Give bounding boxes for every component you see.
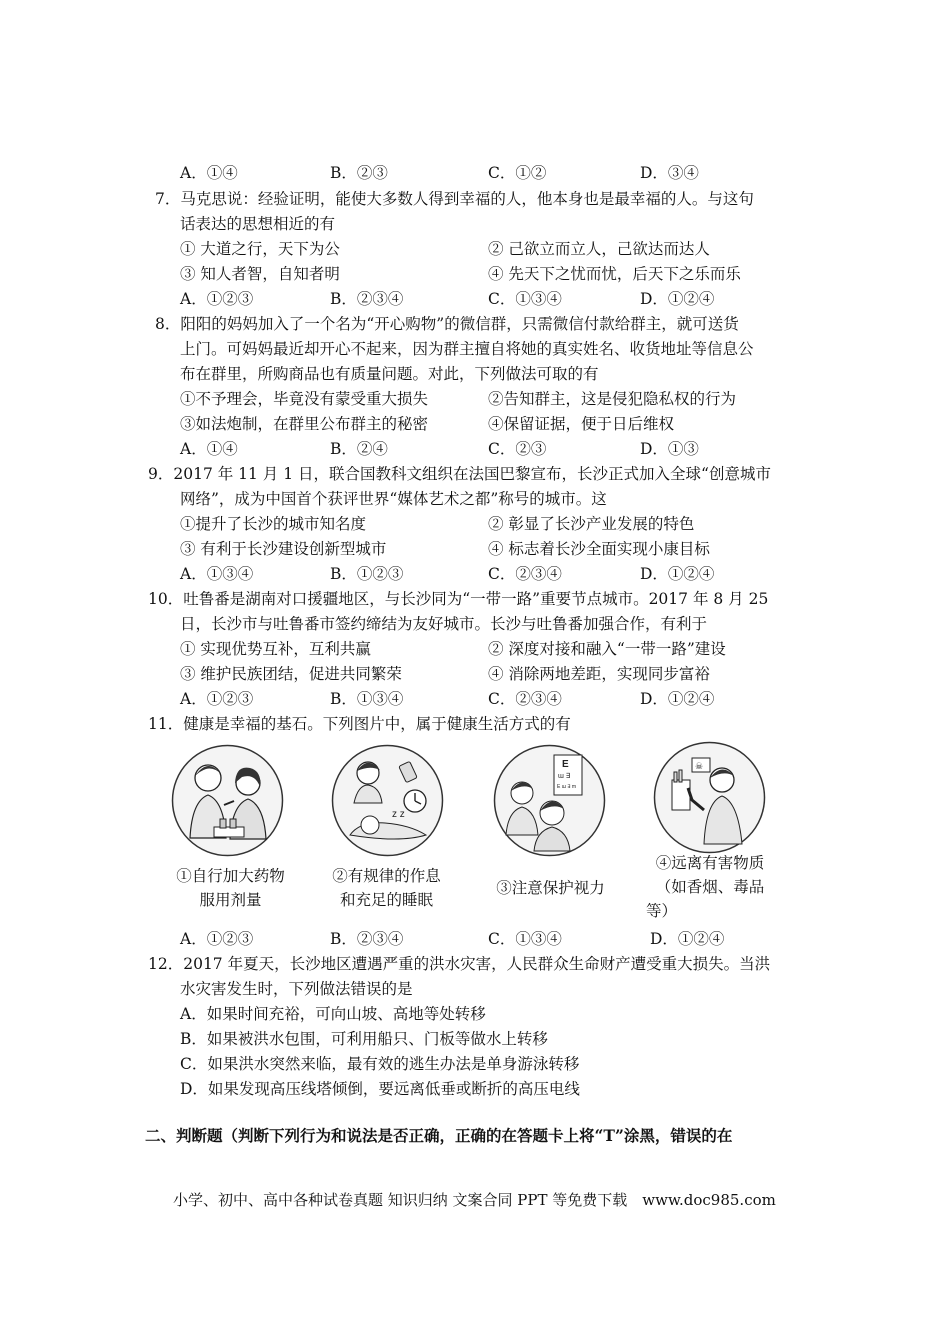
q7-item-1: ① 大道之行，天下为公 — [180, 240, 340, 258]
picture-eye-protection — [492, 743, 607, 858]
q7-item-4: ④ 先天下之忧而忧，后天下之乐而乐 — [488, 265, 741, 283]
svg-text:E: E — [562, 759, 569, 770]
section-2-heading: 二、判断题（判断下列行为和说法是否正确，正确的在答题卡上将“T”涂黑，错误的在 — [145, 1126, 733, 1145]
q8-stem-line-3: 布在群里，所购商品也有质量问题。对此，下列做法可取的有 — [180, 365, 599, 383]
picture-4-caption-line-1: ④远离有害物质 — [655, 854, 765, 872]
q6-option-c: C．①② — [488, 164, 547, 182]
picture-3-caption-line-1: ③注意保护视力 — [496, 879, 605, 897]
q9-item-3: ③ 有利于长沙建设创新型城市 — [180, 540, 387, 558]
q9-stem-line-2: 网络”，成为中国首个获评世界“媒体艺术之都”称号的城市。这 — [180, 490, 607, 508]
q9-option-a: A．①③④ — [180, 565, 254, 583]
picture-2-caption-line-2: 和充足的睡眠 — [339, 891, 433, 909]
picture-1-caption-line-2: 服用剂量 — [199, 891, 262, 909]
q12-stem-line-1: 12．2017 年夏天，长沙地区遭遇严重的洪水灾害，人民群众生命财产遭受重大损失。当洪 — [148, 955, 771, 973]
q8-stem-line-2: 上门。可妈妈最近却开心不起来，因为群主擅自将她的真实姓名、收货地址等信息公 — [180, 340, 754, 358]
q10-option-a: A．①②③ — [180, 690, 254, 708]
svg-text:z z: z z — [392, 809, 405, 820]
q7-item-3: ③ 知人者智，自知者明 — [180, 265, 340, 283]
q10-stem-line-2: 日，长沙市与吐鲁番市签约缔结为友好城市。长沙与吐鲁番加强合作，有利于 — [180, 615, 708, 633]
picture-2-caption-line-1: ②有规律的作息 — [332, 867, 441, 885]
q10-stem-line-1: 10．吐鲁番是湖南对口援疆地区，与长沙同为“一带一路”重要节点城市。2017 年 8 月 25 — [148, 590, 769, 608]
q10-item-3: ③ 维护民族团结，促进共同繁荣 — [180, 665, 402, 683]
picture-medicine-dosage — [170, 743, 285, 858]
q7-stem-line-1: 7．马克思说：经验证明，能使大多数人得到幸福的人，他本身也是最幸福的人。与这句 — [155, 190, 754, 208]
q12-option-c: C．如果洪水突然来临，最有效的逃生办法是单身游泳转移 — [180, 1055, 580, 1073]
q12-option-d: D．如果发现高压线塔倾倒，要远离低垂或断折的高压电线 — [180, 1080, 580, 1098]
q9-item-2: ② 彰显了长沙产业发展的特色 — [488, 515, 695, 533]
q8-option-b: B．②④ — [330, 440, 388, 458]
q6-option-b: B．②③ — [330, 164, 388, 182]
picture-1-caption-line-1: ①自行加大药物 — [176, 867, 285, 885]
q9-option-d: D．①②④ — [640, 565, 715, 583]
picture-2-caption — [324, 864, 449, 912]
svg-text:ɯ ∃: ɯ ∃ — [558, 773, 571, 780]
q8-item-1: ①不予理会，毕竟没有蒙受重大损失 — [180, 390, 429, 408]
q11-option-c: C．①③④ — [488, 930, 562, 948]
q12-option-b: B．如果被洪水包围，可利用船只、门板等做水上转移 — [180, 1030, 548, 1048]
q9-option-b: B．①②③ — [330, 565, 404, 583]
q10-item-4: ④ 消除两地差距，实现同步富裕 — [488, 665, 710, 683]
q8-item-2: ②告知群主，这是侵犯隐私权的行为 — [488, 390, 737, 408]
q7-option-c: C．①③④ — [488, 290, 562, 308]
q8-item-3: ③如法炮制，在群里公布群主的秘密 — [180, 415, 429, 433]
q6-option-d: D．③④ — [640, 164, 699, 182]
q7-option-b: B．②③④ — [330, 290, 404, 308]
q7-stem-line-2: 话表达的思想相近的有 — [180, 215, 336, 233]
picture-4-caption-line-2: （如香烟、毒品 — [655, 878, 765, 896]
q11-option-a: A．①②③ — [180, 930, 254, 948]
q11-option-b: B．②③④ — [330, 930, 404, 948]
q8-option-a: A．①④ — [180, 440, 238, 458]
q7-option-a: A．①②③ — [180, 290, 254, 308]
picture-3-caption — [488, 876, 613, 900]
svg-text:E ɯ ∃ m: E ɯ ∃ m — [557, 784, 576, 790]
q9-option-c: C．②③④ — [488, 565, 562, 583]
q10-option-b: B．①③④ — [330, 690, 404, 708]
picture-4-caption-line-3: 等） — [646, 902, 678, 920]
q7-option-d: D．①②④ — [640, 290, 715, 308]
q6-option-a: A．①④ — [180, 164, 238, 182]
q12-option-a: A．如果时间充裕，可向山坡、高地等处转移 — [180, 1005, 486, 1023]
picture-avoid-harmful-substances — [652, 740, 767, 855]
q9-stem-line-1: 9．2017 年 11 月 1 日，联合国教科文组织在法国巴黎宣布，长沙正式加入全球“创意城市 — [148, 465, 771, 483]
svg-text:☠: ☠ — [695, 762, 704, 772]
q10-option-d: D．①②④ — [640, 690, 715, 708]
picture-1-caption — [168, 864, 293, 912]
picture-regular-sleep — [330, 743, 445, 858]
q12-stem-line-2: 水灾害发生时，下列做法错误的是 — [180, 980, 413, 998]
q11-option-d: D．①②④ — [650, 930, 725, 948]
q9-item-1: ①提升了长沙的城市知名度 — [180, 515, 367, 533]
q8-option-c: C．②③ — [488, 440, 547, 458]
picture-4-caption — [640, 851, 780, 923]
q10-option-c: C．②③④ — [488, 690, 562, 708]
q8-stem-line-1: 8．阳阳的妈妈加入了一个名为“开心购物”的微信群，只需微信付款给群主，就可送货 — [155, 315, 739, 333]
q9-item-4: ④ 标志着长沙全面实现小康目标 — [488, 540, 710, 558]
q10-item-1: ① 实现优势互补，互利共赢 — [180, 640, 371, 658]
q7-item-2: ② 己欲立而立人，己欲达而达人 — [488, 240, 710, 258]
q8-option-d: D．①③ — [640, 440, 699, 458]
footer-text: 小学、初中、高中各种试卷真题 知识归纳 文案合同 PPT 等免费下载 www.doc985.com — [173, 1191, 776, 1209]
q11-stem: 11．健康是幸福的基石。下列图片中，属于健康生活方式的有 — [148, 715, 571, 733]
q10-item-2: ② 深度对接和融入“一带一路”建设 — [488, 640, 726, 658]
q8-item-4: ④保留证据，便于日后维权 — [488, 415, 675, 433]
